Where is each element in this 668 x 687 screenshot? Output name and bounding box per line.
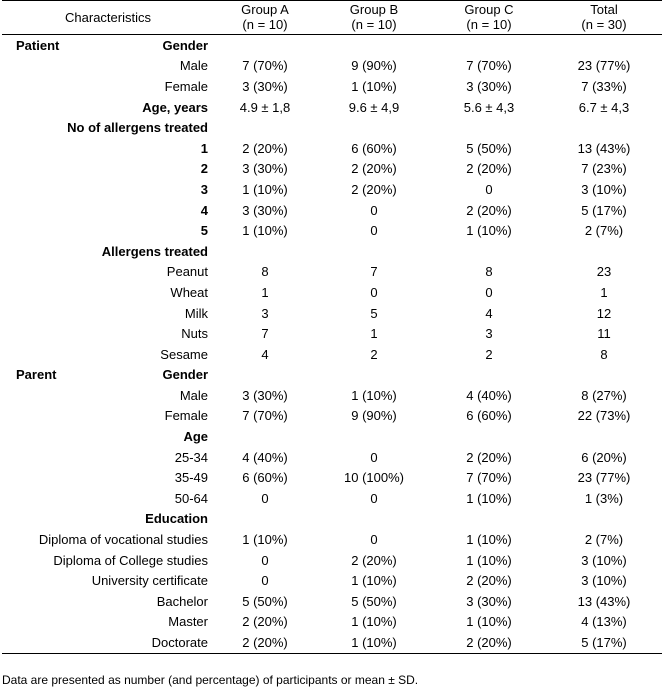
table-cell: 0 (370, 449, 378, 465)
table-cell: 3 (30%) (466, 593, 512, 609)
table-footnote: Data are presented as number (and percentage) of participants or mean ± SD. (2, 673, 419, 687)
table-cell: 1 (10%) (351, 614, 397, 630)
header-total-n: (n = 30) (581, 17, 627, 32)
table-cell: 1 (10%) (466, 532, 512, 548)
table-row (2, 406, 662, 427)
table-cell: 2 (20%) (242, 140, 288, 156)
header-group-a (214, 1, 316, 35)
empty-cell (432, 365, 546, 386)
table-cell: 1 (370, 326, 378, 342)
section-subheading: Gender (162, 367, 208, 383)
table-cell: 7 (33%) (581, 78, 627, 94)
empty-cell (316, 35, 432, 56)
table-cell: 6 (60%) (466, 408, 512, 424)
empty-cell (214, 35, 316, 56)
table-cell: 2 (20%) (466, 161, 512, 177)
table-cell: 2 (485, 346, 493, 362)
table-cell: 1 (10%) (466, 490, 512, 506)
table-cell: 2 (20%) (466, 573, 512, 589)
table-cell: 10 (100%) (344, 470, 404, 486)
table-cell: 23 (596, 264, 612, 280)
table-row (2, 159, 662, 180)
header-group-a-n: (n = 10) (242, 17, 288, 32)
table-row (2, 303, 662, 324)
row-label: University certificate (91, 573, 208, 589)
empty-cell (214, 365, 316, 386)
row-label: Male (179, 58, 208, 74)
table-row (2, 467, 662, 488)
row-label: Diploma of College studies (53, 552, 208, 568)
table-cell: 5 (370, 305, 378, 321)
table-cell: 7 (23%) (581, 161, 627, 177)
empty-cell (546, 426, 662, 447)
empty-cell (546, 241, 662, 262)
table-cell: 8 (27%) (581, 387, 627, 403)
empty-cell (316, 241, 432, 262)
table-cell: 3 (30%) (466, 78, 512, 94)
table-cell: 1 (10%) (466, 552, 512, 568)
table-cell: 1 (10%) (242, 532, 288, 548)
table-cell: 0 (370, 202, 378, 218)
header-group-b-n: (n = 10) (351, 17, 397, 32)
table-row (2, 344, 662, 365)
table-cell: 11 (597, 326, 611, 342)
empty-cell (546, 35, 662, 56)
table-cell: 13 (43%) (577, 140, 631, 156)
table-row (2, 385, 662, 406)
table-cell: 7 (70%) (466, 58, 512, 74)
table-row (2, 447, 662, 468)
table-cell: 4 (13%) (581, 614, 627, 630)
row-label: Bachelor (156, 593, 208, 609)
table-row (2, 509, 662, 530)
row-label: 25-34 (174, 449, 208, 465)
table-cell: 1 (10%) (242, 181, 288, 197)
table-cell: 2 (20%) (466, 449, 512, 465)
header-characteristics: Characteristics (2, 1, 214, 35)
table-cell: 2 (7%) (584, 223, 624, 239)
table-row (2, 76, 662, 97)
table-cell: 3 (10%) (581, 552, 627, 568)
row-label: Wheat (170, 284, 208, 300)
row-label: Sesame (160, 346, 208, 362)
empty-cell (546, 509, 662, 530)
header-group-c-name: Group C (464, 2, 514, 17)
empty-cell (214, 241, 316, 262)
table-row (2, 179, 662, 200)
table-cell: 4 (40%) (466, 387, 512, 403)
table-row (2, 612, 662, 633)
table-cell: 7 (70%) (242, 408, 288, 424)
table-body (2, 35, 662, 654)
table-cell: 1 (10%) (466, 223, 512, 239)
empty-cell (316, 117, 432, 138)
row-label: 3 (200, 181, 208, 197)
empty-cell (432, 509, 546, 530)
table-cell: 1 (3%) (584, 490, 624, 506)
table-cell: 4.9 ± 1,8 (239, 99, 291, 115)
table-cell: 4 (40%) (242, 449, 288, 465)
empty-cell (214, 509, 316, 530)
table-row (2, 200, 662, 221)
table-cell: 2 (7%) (584, 532, 624, 548)
table-cell: 12 (596, 305, 612, 321)
characteristics-table (2, 0, 662, 654)
table-cell: 3 (30%) (242, 387, 288, 403)
table-cell: 4 (485, 305, 493, 321)
table-row (2, 56, 662, 77)
table-cell: 23 (77%) (577, 470, 631, 486)
header-group-c (432, 1, 546, 35)
empty-cell (432, 241, 546, 262)
row-label: Age, years (142, 99, 208, 115)
table-cell: 2 (20%) (242, 614, 288, 630)
table-cell: 5 (50%) (466, 140, 512, 156)
table-cell: 1 (10%) (242, 223, 288, 239)
table-cell: 1 (261, 284, 269, 300)
empty-cell (214, 117, 316, 138)
header-group-b (316, 1, 432, 35)
table-cell: 6.7 ± 4,3 (578, 99, 630, 115)
table-cell: 0 (261, 552, 269, 568)
table-cell: 2 (20%) (466, 202, 512, 218)
table-cell: 3 (485, 326, 493, 342)
table-cell: 2 (20%) (432, 632, 546, 653)
section-subheading: Gender (162, 37, 208, 53)
table-cell: 8 (261, 264, 269, 280)
section-label (2, 365, 214, 386)
table-cell: 3 (10%) (581, 573, 627, 589)
table-cell: 1 (600, 284, 608, 300)
empty-cell (432, 426, 546, 447)
table-cell: 3 (261, 305, 269, 321)
table-cell: 0 (485, 181, 493, 197)
section-group-label: Patient (16, 37, 60, 53)
table-cell: 5 (50%) (351, 593, 397, 609)
table-row (2, 138, 662, 159)
row-label: Doctorate (2, 632, 214, 653)
header-total (546, 1, 662, 35)
table-cell: 2 (20%) (351, 181, 397, 197)
table-cell: 2 (20%) (351, 552, 397, 568)
table-row (2, 365, 662, 386)
subheading-label: No of allergens treated (67, 120, 208, 136)
table-cell: 4 (261, 346, 269, 362)
subheading-label: Age (183, 429, 208, 445)
header-group-a-name: Group A (241, 2, 289, 17)
table-cell: 9 (90%) (351, 408, 397, 424)
table-cell: 22 (73%) (577, 408, 631, 424)
table-row (2, 220, 662, 241)
table-row (2, 241, 662, 262)
table-cell: 2 (20%) (351, 161, 397, 177)
table-cell: 8 (485, 264, 493, 280)
header-total-name: Total (590, 2, 618, 17)
table-cell: 7 (70%) (466, 470, 512, 486)
row-label: 2 (200, 161, 208, 177)
row-label: Master (168, 614, 208, 630)
table-cell: 1 (10%) (351, 78, 397, 94)
subheading-label: Education (145, 511, 208, 527)
table-cell: 8 (600, 346, 608, 362)
header-group-c-n: (n = 10) (466, 17, 512, 32)
table-cell: 0 (261, 490, 269, 506)
table-row (2, 426, 662, 447)
table-cell: 5 (17%) (546, 632, 662, 653)
row-label: Female (164, 78, 208, 94)
empty-cell (214, 426, 316, 447)
table-row (2, 550, 662, 571)
table-cell: 3 (10%) (581, 181, 627, 197)
row-label: Male (179, 387, 208, 403)
table-cell: 9.6 ± 4,9 (348, 99, 400, 115)
row-label: Nuts (181, 326, 208, 342)
table-row (2, 488, 662, 509)
table-cell: 1 (10%) (466, 614, 512, 630)
table-row (2, 632, 662, 653)
row-label: 4 (200, 202, 208, 218)
section-label (2, 35, 214, 56)
table-cell: 0 (485, 284, 493, 300)
table-cell: 2 (20%) (214, 632, 316, 653)
row-label: 5 (200, 223, 208, 239)
table-row (2, 262, 662, 283)
table-cell: 7 (70%) (242, 58, 288, 74)
section-group-label: Parent (16, 367, 57, 383)
table-cell: 7 (261, 326, 269, 342)
row-label: 50-64 (174, 490, 208, 506)
table-row (2, 529, 662, 550)
header-row (2, 1, 662, 35)
row-label: Diploma of vocational studies (38, 532, 208, 548)
table-row (2, 282, 662, 303)
table-cell: 23 (77%) (577, 58, 631, 74)
table-row (2, 117, 662, 138)
table-cell: 6 (60%) (351, 140, 397, 156)
subheading-label: Allergens treated (101, 243, 208, 259)
table-cell: 5.6 ± 4,3 (463, 99, 515, 115)
table-cell: 1 (10%) (316, 632, 432, 653)
table-row (2, 97, 662, 118)
empty-cell (316, 509, 432, 530)
row-label: 1 (200, 140, 208, 156)
table-cell: 5 (50%) (242, 593, 288, 609)
table-cell: 0 (261, 573, 269, 589)
table-cell: 0 (370, 532, 378, 548)
table-cell: 0 (370, 490, 378, 506)
header-group-b-name: Group B (349, 2, 399, 17)
table-row (2, 570, 662, 591)
table-cell: 3 (30%) (242, 78, 288, 94)
table-cell: 6 (60%) (242, 470, 288, 486)
table-cell: 3 (30%) (242, 202, 288, 218)
table-cell: 5 (17%) (581, 202, 627, 218)
empty-cell (432, 117, 546, 138)
table-cell: 0 (370, 284, 378, 300)
empty-cell (316, 365, 432, 386)
table-cell: 1 (10%) (351, 387, 397, 403)
table-cell: 1 (10%) (351, 573, 397, 589)
table-cell: 7 (370, 264, 378, 280)
row-label: Peanut (166, 264, 208, 280)
empty-cell (546, 117, 662, 138)
table-cell: 3 (30%) (242, 161, 288, 177)
table-row (2, 591, 662, 612)
table-row (2, 35, 662, 56)
row-label: 35-49 (174, 470, 208, 486)
table-cell: 13 (43%) (577, 593, 631, 609)
empty-cell (316, 426, 432, 447)
empty-cell (546, 365, 662, 386)
table-cell: 0 (370, 223, 378, 239)
empty-cell (432, 35, 546, 56)
row-label: Milk (184, 305, 208, 321)
table-row (2, 323, 662, 344)
row-label: Female (164, 408, 208, 424)
table-cell: 9 (90%) (351, 58, 397, 74)
table-cell: 2 (370, 346, 378, 362)
table-cell: 6 (20%) (581, 449, 627, 465)
